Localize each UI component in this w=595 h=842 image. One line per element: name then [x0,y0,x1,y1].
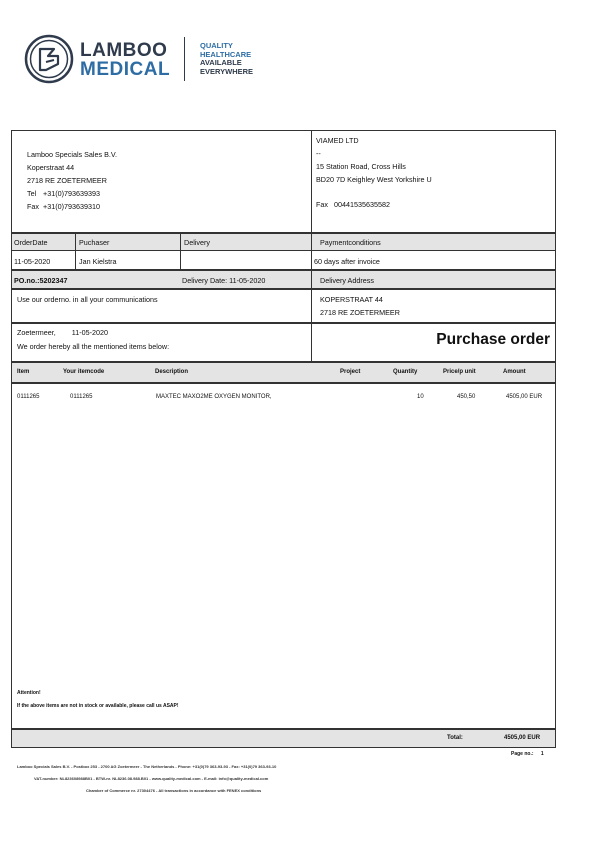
document-title: Purchase order [436,331,550,348]
address-divider [311,130,312,233]
row-price: 450,50 [457,394,476,400]
order-intro-text: We order hereby all the mentioned items below: [17,342,170,351]
col-header-amount: Amount [503,369,526,375]
sender-street: Koperstraat 44 [27,163,75,172]
delivery-date: Delivery Date: 11-05-2020 [182,276,266,285]
lamboo-logo-icon [24,34,74,84]
page-label: Page no.: [511,751,534,757]
sender-city: 2718 RE ZOETERMEER [27,176,107,185]
delivery-street: KOPERSTRAAT 44 [320,295,383,304]
page-value: 1 [540,751,544,757]
row-quantity: 10 [417,394,424,400]
sender-fax-label: Fax [27,202,39,211]
sender-tel [27,189,117,198]
sender-address [27,150,117,211]
purchaser-value: Jan Kielstra [79,257,117,266]
payment-conditions-value: 60 days after invoice [314,257,380,266]
col-header-description: Description [155,369,189,375]
brand-name-line2: MEDICAL [80,59,171,80]
reference-note: Use our orderno. in all your communications [17,295,158,304]
attention-text: If the above items are not in stock or available, please call us ASAP! [17,703,179,709]
tagline [200,42,253,77]
sender-fax-value: +31(0)793639310 [43,202,100,211]
order-date-header: OrderDate [14,238,48,247]
col-divider [311,289,312,323]
footer-line-2: VAT-number: NL823608988B01 - BTW-nr. NL8236.08.988.B01 - www.quality-medical.com - E-mail: info@quality-medical.com [34,776,269,781]
row-item: 0111265 [17,394,40,400]
purchaser-header: Puchaser [79,238,110,247]
sender-fax [27,202,117,211]
col-header-itemcode: Your itemcode [63,369,105,375]
recipient-fax-value: 00441535635582 [334,200,390,209]
total-label: Total: [447,735,463,741]
col-divider [311,270,312,289]
logo [24,34,284,86]
row-itemcode: 0111265 [70,394,93,400]
brand-name-line1: LAMBOO [80,40,168,61]
logo-divider [184,37,185,81]
tagline-line: AVAILABLE [200,58,242,68]
attention-title: Attention! [17,690,41,696]
order-place: Zoetermeer, [17,328,56,337]
col-header-project: Project [340,369,361,375]
total-value: 4505,00 EUR [504,735,541,741]
delivery-city: 2718 RE ZOETERMEER [320,308,400,317]
col-divider [75,233,76,270]
sender-tel-value: +31(0)793639393 [43,189,100,198]
delivery-address-label: Delivery Address [320,276,374,285]
footer-line-3: Chamber of Commerce nr. 27304476 - All transactions in accordance with FENEX conditions [86,788,262,793]
recipient-fax-label: Fax [316,200,328,209]
col-header-quantity: Quantity [393,369,418,375]
order-place-date [17,328,108,337]
col-divider [311,323,312,362]
po-row [11,270,556,289]
total-row [11,729,556,748]
delivery-header: Delivery [184,238,210,247]
items-table-body [11,383,556,729]
page-number [511,751,544,757]
recipient-street: 15 Station Road, Cross Hills [316,162,406,171]
recipient-city: BD20 7D Keighley West Yorkshire U [316,175,432,184]
tagline-line: QUALITY [200,41,233,50]
row-description: MAXTEC MAXO2ME OXYGEN MONITOR, [156,394,272,400]
order-date-value: 11-05-2020 [14,257,51,266]
po-number: PO.no.:5202347 [14,276,68,285]
recipient-address [316,136,432,209]
payment-conditions-header: Paymentconditions [320,238,381,247]
recipient-fax [316,200,432,209]
sender-tel-label: Tel [27,189,37,198]
recipient-name: VIAMED LTD [316,136,359,145]
tagline-line: HEALTHCARE [200,49,252,59]
col-divider [180,233,181,270]
col-header-item: Item [17,369,30,375]
footer-line-1: Lamboo Specials Sales B.V. - Postbox 253 - 2700 AG Zoetermeer - The Netherlands - Phone: +31(0)79 363-93-93 - Fax: +31(0)79 363-93-10 [17,764,277,769]
col-divider [311,233,312,270]
row-amount: 4505,00 EUR [506,394,543,400]
recipient-line2: -- [316,149,321,158]
col-header-price: Price/p unit [443,369,476,375]
order-date: 11-05-2020 [71,328,108,337]
sender-name: Lamboo Specials Sales B.V. [27,150,118,159]
tagline-line: EVERYWHERE [200,66,254,76]
